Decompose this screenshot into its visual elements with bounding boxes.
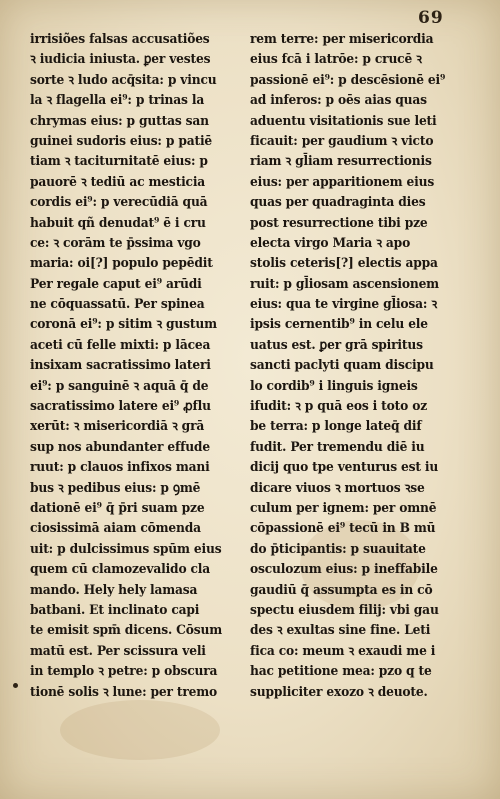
text-line: stolis ceteris[?] electis appa bbox=[250, 256, 438, 272]
text-line: guinei sudoris eius: p patiē bbox=[30, 133, 213, 149]
text-line: suppliciter exozo ꝛ deuote. bbox=[250, 684, 428, 700]
text-line: ciosissimā aiam cōmenda bbox=[30, 521, 201, 537]
text-line: riam ꝛ gl̄iam resurrectionis bbox=[250, 154, 432, 170]
text-line: sup nos abundanter effude bbox=[30, 439, 210, 455]
text-line: sancti paclyti quam discipu bbox=[250, 358, 434, 374]
text-line: osculozum eius: p ineffabile bbox=[250, 562, 438, 578]
folio-number: 69 bbox=[418, 8, 444, 28]
text-line: fudit. Per tremendu diē iu bbox=[250, 439, 425, 455]
text-line: ruut: p clauos infixos mani bbox=[30, 460, 210, 476]
text-line: culum per ignem: per omnē bbox=[250, 500, 437, 516]
text-line: ipsis cernentib⁹ in celu ele bbox=[250, 317, 428, 333]
left-text-column bbox=[30, 30, 255, 703]
margin-ink-dot bbox=[13, 683, 18, 688]
text-line: do p̄ticipantis: p suauitate bbox=[250, 541, 426, 557]
text-line: eius: qua te virgine gl̄iosa: ꝛ bbox=[250, 297, 437, 313]
text-line: passionē ei⁹: p descēsionē ei⁹ bbox=[250, 72, 446, 88]
text-line: ne cōquassatū. Per spinea bbox=[30, 297, 205, 313]
text-line: ficauit: per gaudium ꝛ victo bbox=[250, 133, 434, 149]
text-line: cordis ei⁹: p verecūdiā quā bbox=[30, 195, 208, 211]
text-line: ad inferos: p oēs aias quas bbox=[250, 93, 427, 109]
text-line: hac petitione mea: pzo q te bbox=[250, 664, 432, 680]
text-line: dationē ei⁹ q̄ p̄ri suam pze bbox=[30, 500, 205, 516]
text-line: ifudit: ꝛ p quā eos i toto oz bbox=[250, 399, 427, 415]
text-line: ꝛ iudicia iniusta. ꝑer vestes bbox=[30, 52, 211, 68]
text-line: pauorē ꝛ tediū ac mesticia bbox=[30, 174, 206, 190]
text-line: tiam ꝛ taciturnitatē eius: p bbox=[30, 154, 208, 170]
text-line: cōpassionē ei⁹ tecū in B mū bbox=[250, 521, 436, 537]
text-line: ce: ꝛ corām te p̄ssima vgo bbox=[30, 235, 201, 251]
text-line: matū est. Per scissura veli bbox=[30, 643, 206, 659]
text-line: gaudiū q̄ assumpta es in cō bbox=[250, 582, 433, 598]
text-line: coronā ei⁹: p sitim ꝛ gustum bbox=[30, 317, 217, 333]
text-line: batbani. Et inclinato capi bbox=[30, 602, 200, 618]
text-line: habuit qñ denudat⁹ ē i cru bbox=[30, 215, 206, 231]
text-line: des ꝛ exultas sine fine. Leti bbox=[250, 623, 431, 639]
text-line: be terra: p longe lateq̄ dif bbox=[250, 419, 422, 435]
text-line: sorte ꝛ ludo acq̄sita: p vincu bbox=[30, 72, 217, 88]
text-line: aduentu visitationis sue leti bbox=[250, 113, 437, 129]
text-line: aceti cū felle mixti: p lācea bbox=[30, 337, 211, 353]
text-line: dicij quo tpe venturus est iu bbox=[250, 460, 439, 476]
text-line: electa virgo Maria ꝛ apo bbox=[250, 235, 411, 251]
text-line: chrymas eius: p guttas san bbox=[30, 113, 209, 129]
text-line: la ꝛ flagella ei⁹: p trinas la bbox=[30, 93, 205, 109]
paper-stain bbox=[60, 700, 220, 760]
right-text-column bbox=[250, 30, 475, 703]
text-line: in templo ꝛ petre: p obscura bbox=[30, 664, 218, 680]
text-line: irrisiões falsas accusatiões bbox=[30, 32, 210, 47]
text-line: insixam sacratissimo lateri bbox=[30, 358, 211, 374]
text-line: xerūt: ꝛ misericordiā ꝛ grā bbox=[30, 419, 205, 435]
text-line: spectu eiusdem filij: vbi gau bbox=[250, 602, 439, 618]
text-line: bus ꝛ pedibus eius: p ꝯmē bbox=[30, 480, 201, 496]
text-line: dicare viuos ꝛ mortuos ꝛse bbox=[250, 480, 425, 496]
text-line: post resurrectione tibi pze bbox=[250, 215, 428, 231]
text-line: uit: p dulcissimus spūm eius bbox=[30, 541, 222, 557]
text-line: quas per quadraginta dies bbox=[250, 195, 426, 211]
text-line: maria: oi[?] populo pepēdit bbox=[30, 256, 213, 272]
text-line: tionē solis ꝛ lune: per tremo bbox=[30, 684, 218, 700]
text-line: sacratissimo latere ei⁹ ꝓflu bbox=[30, 399, 211, 415]
text-line: lo cordib⁹ i linguis igneis bbox=[250, 378, 418, 394]
text-line: quem cū clamozevalido cla bbox=[30, 562, 211, 578]
text-line: te emisit spm̄ dicens. Cōsum bbox=[30, 623, 222, 639]
text-line: ei⁹: p sanguinē ꝛ aquā q̄ de bbox=[30, 378, 209, 394]
text-line: Per regale caput ei⁹ arūdi bbox=[30, 276, 202, 292]
text-line: fica co: meum ꝛ exaudi me i bbox=[250, 643, 436, 659]
text-line: eius fcā i latrōe: p crucē ꝛ bbox=[250, 52, 422, 68]
text-line: eius: per apparitionem eius bbox=[250, 174, 435, 190]
text-line: ruit: p gl̄iosam ascensionem bbox=[250, 276, 439, 292]
text-line: uatus est. ꝑer grā spiritus bbox=[250, 337, 423, 353]
text-line: rem terre: per misericordia bbox=[250, 32, 434, 47]
text-line: mando. Hely hely lamasa bbox=[30, 582, 198, 598]
